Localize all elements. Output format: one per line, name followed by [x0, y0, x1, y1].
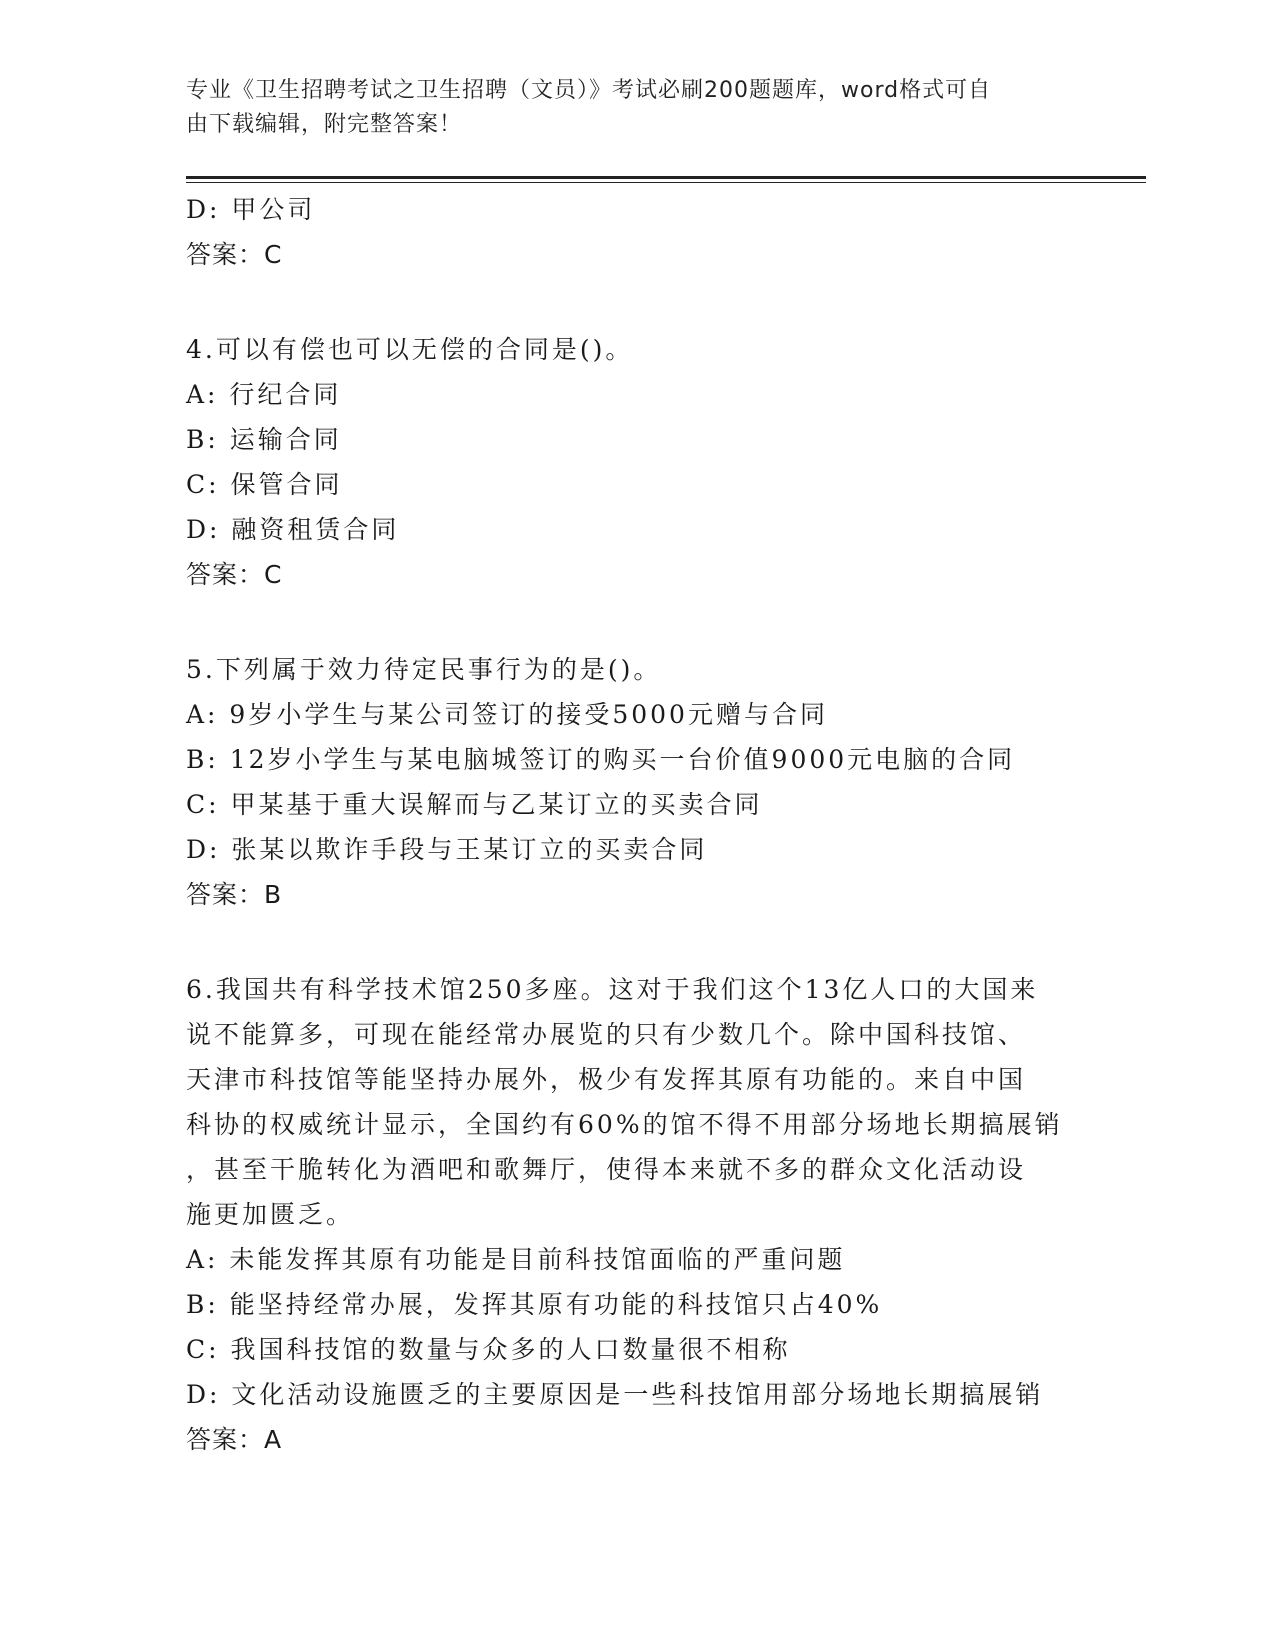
spacer	[186, 277, 1086, 327]
option-a: A: 行纪合同	[186, 380, 342, 409]
answer-line: 答案：C	[186, 560, 283, 589]
question-stem-line: ，甚至干脆转化为酒吧和歌舞厅，使得本来就不多的群众文化活动设	[186, 1155, 1027, 1184]
option-c: C: 甲某基于重大误解而与乙某订立的买卖合同	[186, 790, 763, 819]
answer-line: 答案：A	[186, 1425, 283, 1454]
header-line-2: 由下载编辑，附完整答案！	[186, 112, 463, 137]
question-stem-line: 说不能算多，可现在能经常办展览的只有少数几个。除中国科技馆、	[186, 1020, 1027, 1049]
option-b: B: 12岁小学生与某电脑城签订的购买一台价值9000元电脑的合同	[186, 745, 1016, 774]
document-header	[186, 74, 1086, 142]
spacer	[186, 917, 1086, 967]
question-3-tail	[186, 187, 1086, 277]
option-c: C: 保管合同	[186, 470, 343, 499]
header-line-1: 专业《卫生招聘考试之卫生招聘（文员）》考试必刷200题题库，word格式可自	[186, 78, 992, 103]
option-d: D: 文化活动设施匮乏的主要原因是一些科技馆用部分场地长期搞展销	[186, 1380, 1044, 1409]
header-divider-thin	[186, 182, 1146, 183]
question-list	[186, 187, 1086, 1462]
question-stem-line: 天津市科技馆等能坚持办展外，极少有发挥其原有功能的。来自中国	[186, 1065, 1027, 1094]
answer-line: 答案：C	[186, 240, 283, 269]
option-c: C: 我国科技馆的数量与众多的人口数量很不相称	[186, 1335, 791, 1364]
spacer	[186, 597, 1086, 647]
question-stem: 5.下列属于效力待定民事行为的是()。	[186, 655, 662, 684]
question-5	[186, 647, 1086, 917]
question-stem-line: 施更加匮乏。	[186, 1200, 355, 1229]
question-stem-line: 6.我国共有科学技术馆250多座。这对于我们这个13亿人口的大国来	[186, 975, 1039, 1004]
question-4	[186, 327, 1086, 597]
question-stem: 4.可以有偿也可以无偿的合同是()。	[186, 335, 634, 364]
option-d: D: 张某以欺诈手段与王某订立的买卖合同	[186, 835, 708, 864]
option-b: B: 能坚持经常办展，发挥其原有功能的科技馆只占40%	[186, 1290, 883, 1319]
option-a: A: 9岁小学生与某公司签订的接受5000元赠与合同	[186, 700, 828, 729]
option-b: B: 运输合同	[186, 425, 342, 454]
question-stem-line: 科协的权威统计显示，全国约有60%的馆不得不用部分场地长期搞展销	[186, 1110, 1063, 1139]
answer-line: 答案：B	[186, 880, 283, 909]
option-d: D: 融资租赁合同	[186, 515, 400, 544]
question-6	[186, 967, 1086, 1462]
header-divider-thick	[186, 176, 1146, 179]
option-d: D: 甲公司	[186, 195, 316, 224]
option-a: A: 未能发挥其原有功能是目前科技馆面临的严重问题	[186, 1245, 846, 1274]
